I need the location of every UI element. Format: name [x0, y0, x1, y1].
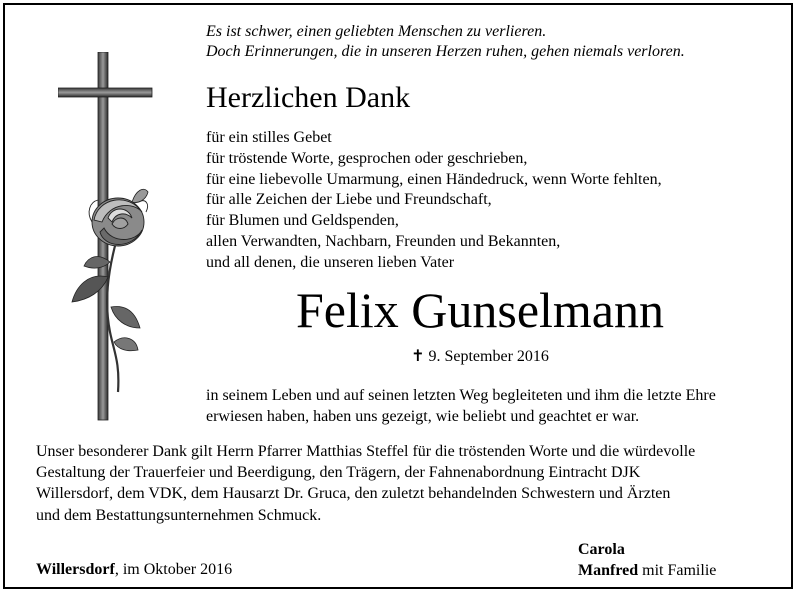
special-thanks-line: Willersdorf, dem VDK, dem Hausarzt Dr. Gruca, den zuletzt behandelnden Schwestern und Ärzten	[36, 485, 671, 503]
thanks-line: und all denen, die unseren lieben Vater	[206, 253, 455, 271]
quote-line: Es ist schwer, einen geliebten Menschen zu verlieren.	[206, 23, 547, 40]
heading: Herzlichen Dank	[206, 81, 411, 114]
signature-line	[578, 561, 716, 582]
signature-name: Carola	[578, 541, 625, 558]
deceased-name: Felix Gunselmann	[295, 282, 665, 338]
signatures	[578, 540, 716, 581]
closing-text	[206, 385, 716, 427]
quote	[206, 22, 685, 62]
thanks-line: für alle Zeichen der Liebe und Freundschaft,	[206, 191, 492, 209]
thanks-line: allen Verwandten, Nachbarn, Freunden und Bekannten,	[206, 232, 561, 250]
special-thanks-line: und dem Bestattungsunternehmen Schmuck.	[36, 506, 322, 524]
death-cross-icon: ✝	[411, 348, 425, 365]
thanks-line: für Blumen und Geldspenden,	[206, 212, 399, 230]
thanks-line: für ein stilles Gebet	[206, 129, 332, 146]
special-thanks-line: Unser besonderer Dank gilt Herrn Pfarrer Matthias Steffel für die tröstenden Worte und die würdevolle	[36, 443, 696, 460]
quote-line: Doch Erinnerungen, die in unseren Herzen ruhen, gehen niemals verloren.	[206, 43, 685, 60]
special-thanks	[36, 441, 695, 526]
thanks-line: für eine liebevolle Umarmung, einen Händedruck, wenn Worte fehlten,	[206, 170, 662, 188]
signature-name: Manfred	[578, 561, 639, 579]
death-date	[0, 346, 800, 368]
thanks-list	[206, 128, 662, 274]
place: Willersdorf	[36, 561, 115, 578]
special-thanks-line: Gestaltung der Trauerfeier und Beerdigung, den Trägern, der Fahnenabordnung Eintracht DJK	[36, 464, 641, 482]
signature-suffix: mit Familie	[638, 561, 717, 579]
place-date	[36, 560, 232, 580]
date-text: , im Oktober 2016	[114, 561, 233, 578]
death-date-text: 9. September 2016	[428, 348, 549, 365]
cross-with-rose-icon	[58, 52, 158, 424]
thanks-line: für tröstende Worte, gesprochen oder geschrieben,	[206, 149, 528, 167]
closing-line: in seinem Leben und auf seinen letzten Weg begleiteten und ihm die letzte Ehre	[206, 387, 716, 404]
closing-line: erwiesen haben, haben uns gezeigt, wie beliebt und geachtet er war.	[206, 408, 640, 425]
